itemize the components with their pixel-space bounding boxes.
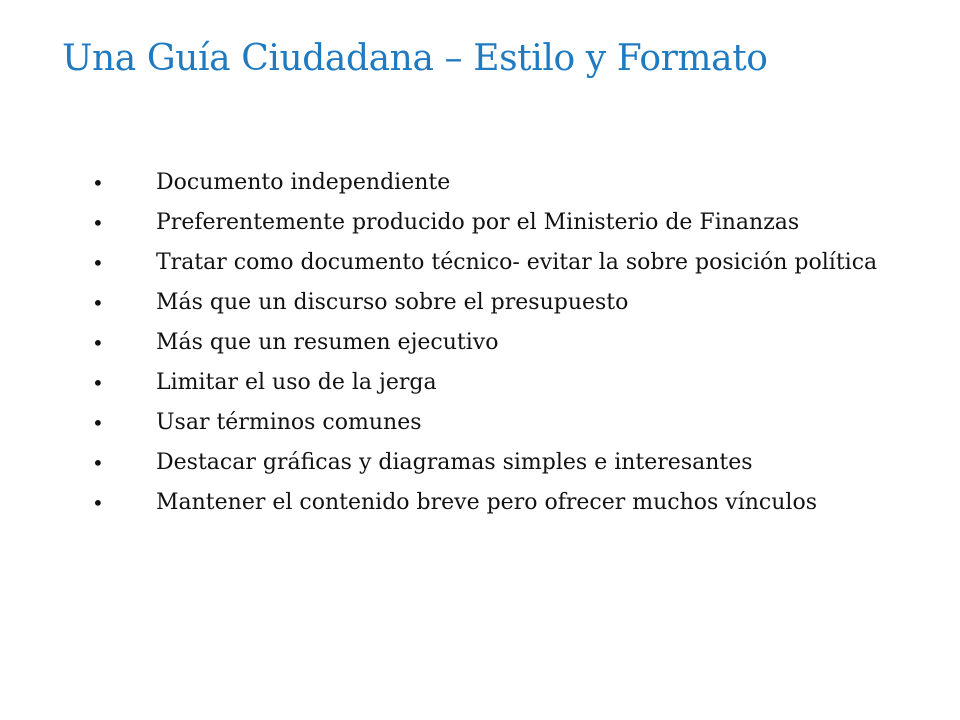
bullet-text: Documento independiente xyxy=(156,170,451,195)
bullet-icon: • xyxy=(92,211,104,235)
bullet-text: Tratar como documento técnico- evitar la sobre posición política xyxy=(156,250,878,275)
bullet-item xyxy=(92,290,882,316)
bullet-item xyxy=(92,450,882,476)
bullet-text: Destacar gráficas y diagramas simples e interesantes xyxy=(156,450,753,475)
bullet-icon: • xyxy=(92,331,104,355)
bullet-item xyxy=(92,250,882,276)
bullet-text: Más que un resumen ejecutivo xyxy=(156,330,499,355)
slide-title: Una Guía Ciudadana – Estilo y Formato xyxy=(62,38,768,79)
bullet-item xyxy=(92,490,882,516)
bullet-icon: • xyxy=(92,371,104,395)
bullet-icon: • xyxy=(92,451,104,475)
bullet-item xyxy=(92,330,882,356)
bullet-text: Usar términos comunes xyxy=(156,410,422,435)
bullet-item xyxy=(92,410,882,436)
bullet-text: Más que un discurso sobre el presupuesto xyxy=(156,290,629,315)
bullet-text: Limitar el uso de la jerga xyxy=(156,370,437,395)
bullet-icon: • xyxy=(92,491,104,515)
bullet-item xyxy=(92,370,882,396)
bullet-item xyxy=(92,210,882,236)
bullet-list xyxy=(92,170,882,530)
bullet-icon: • xyxy=(92,251,104,275)
bullet-text: Mantener el contenido breve pero ofrecer muchos vínculos xyxy=(156,490,817,515)
bullet-item xyxy=(92,170,882,196)
bullet-icon: • xyxy=(92,411,104,435)
bullet-icon: • xyxy=(92,291,104,315)
bullet-icon: • xyxy=(92,171,104,195)
bullet-text: Preferentemente producido por el Ministerio de Finanzas xyxy=(156,210,800,235)
